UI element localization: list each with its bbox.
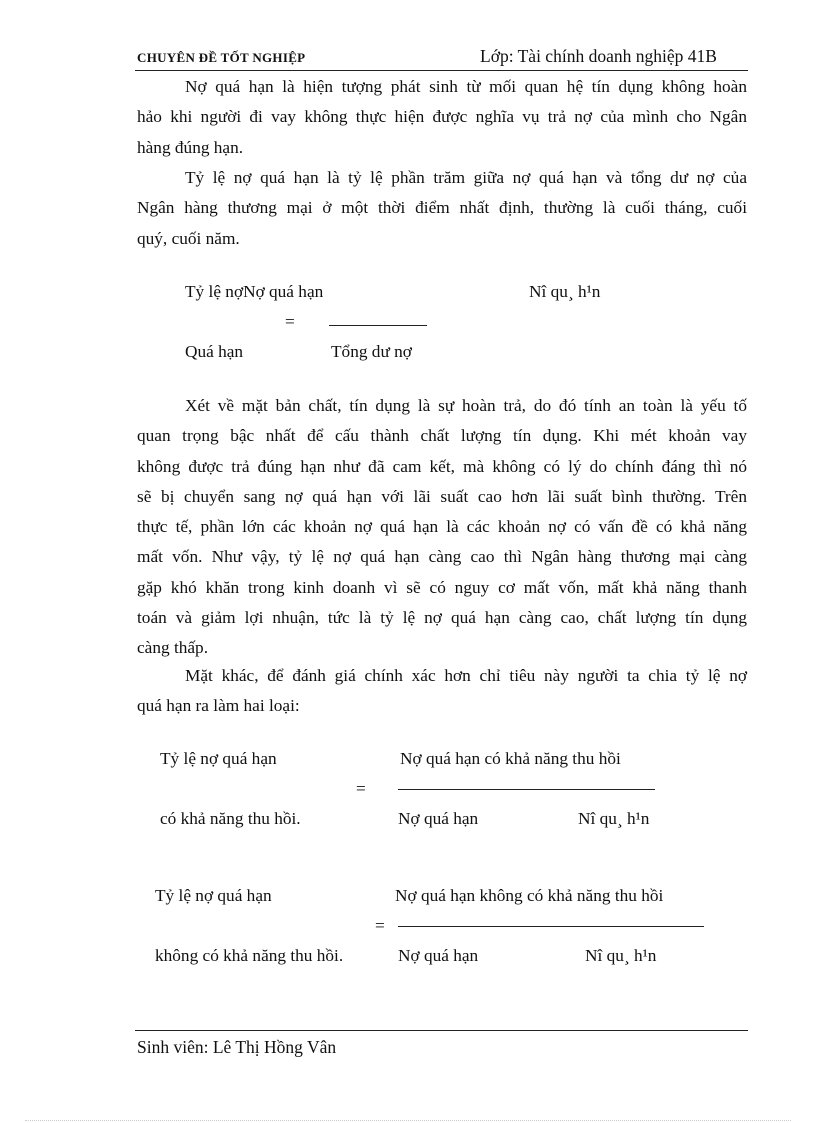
formula2-garbled: Nî qu¸ h¹n <box>578 809 650 828</box>
formula2-equals: = <box>356 779 366 798</box>
text-line: mất vốn. Như vậy, tỷ lệ nợ quá hạn càng cao thì Ngân hàng thương mại càng <box>137 547 747 567</box>
formula1-fraction-bar <box>329 325 427 326</box>
formula3-garbled: Nî qu¸ h¹n <box>585 946 657 965</box>
formula2-numerator: Nợ quá hạn có khả năng thu hồi <box>400 749 621 768</box>
text-line: càng thấp. <box>137 638 209 658</box>
text-line: toán và giảm lợi nhuận, tức là tỷ lệ nợ quá hạn càng cao, chất lượng tín dụng <box>137 608 747 628</box>
formula2-left-top: Tỷ lệ nợ quá hạn <box>160 749 277 768</box>
paragraph-two-types <box>137 661 747 722</box>
header-title: CHUYÊN ĐỀ TỐT NGHIỆP <box>137 50 306 65</box>
text-line: quan trọng bậc nhất để cấu thành chất lượng tín dụng. Khi mét khoản vay <box>137 426 747 446</box>
header-class: Lớp: Tài chính doanh nghiệp 41B <box>480 46 717 66</box>
text-line: Ngân hàng thương mại ở một thời điểm nhất định, thường là cuối tháng, cuối <box>137 198 747 218</box>
formula1-equals: = <box>285 312 295 331</box>
header-rule <box>135 70 748 71</box>
text-line: thực tế, phần lớn các khoản nợ quá hạn là các khoản nợ có vấn đề có khả năng <box>137 517 747 537</box>
formula2-fraction-bar <box>398 789 655 790</box>
footer-rule <box>135 1030 748 1031</box>
text-line: sẽ bị chuyển sang nợ quá hạn với lãi suất cao hơn lãi suất bình thường. Trên <box>137 486 747 506</box>
text-line: quá hạn ra làm hai loại: <box>137 696 300 716</box>
formula3-denominator: Nợ quá hạn <box>398 946 479 965</box>
text-line: gặp khó khăn trong kinh doanh vì sẽ có nguy cơ mất vốn, mất khả năng thanh <box>137 577 747 597</box>
text-line: Nợ quá hạn là hiện tượng phát sinh từ mối quan hệ tín dụng không hoàn <box>185 77 747 96</box>
text-line: hàng đúng hạn. <box>137 137 244 157</box>
formula1-left-bottom: Quá hạn <box>185 342 244 361</box>
text-line: hảo khi người đi vay không thực hiện được nghĩa vụ trả nợ của mình cho Ngân <box>137 107 747 127</box>
text-line: Mặt khác, để đánh giá chính xác hơn chỉ tiêu này người ta chia tỷ lệ nợ <box>185 666 747 685</box>
formula1-garbled: Nî qu¸ h¹n <box>529 282 601 301</box>
formula1-left-top: Tỷ lệ nợNợ quá hạn <box>185 282 324 301</box>
text-line: quý, cuối năm. <box>137 228 240 248</box>
paragraph-overdue-definition <box>137 72 747 163</box>
formula3-left-top: Tỷ lệ nợ quá hạn <box>155 886 272 905</box>
paragraph-credit-quality <box>137 391 747 664</box>
text-line: Tỷ lệ nợ quá hạn là tỷ lệ phần trăm giữa nợ quá hạn và tổng dư nợ của <box>185 168 747 187</box>
page-edge-divider <box>25 1120 791 1121</box>
paragraph-overdue-ratio <box>137 163 747 254</box>
text-line: không được trả đúng hạn như đã cam kết, mà không có lý do chính đáng thì nó <box>137 456 747 476</box>
formula3-equals: = <box>375 916 385 935</box>
footer-student: Sinh viên: Lê Thị Hồng Vân <box>137 1037 337 1057</box>
formula1-denominator: Tổng dư nợ <box>331 342 412 361</box>
formula3-left-bottom: không có khả năng thu hồi. <box>155 946 344 965</box>
formula3-fraction-bar <box>398 926 704 927</box>
text-line: Xét về mặt bản chất, tín dụng là sự hoàn trả, do đó tính an toàn là yếu tố <box>185 396 747 415</box>
formula3-numerator: Nợ quá hạn không có khả năng thu hồi <box>395 886 664 905</box>
formula2-left-bottom: có khả năng thu hồi. <box>160 809 301 828</box>
formula2-denominator: Nợ quá hạn <box>398 809 479 828</box>
